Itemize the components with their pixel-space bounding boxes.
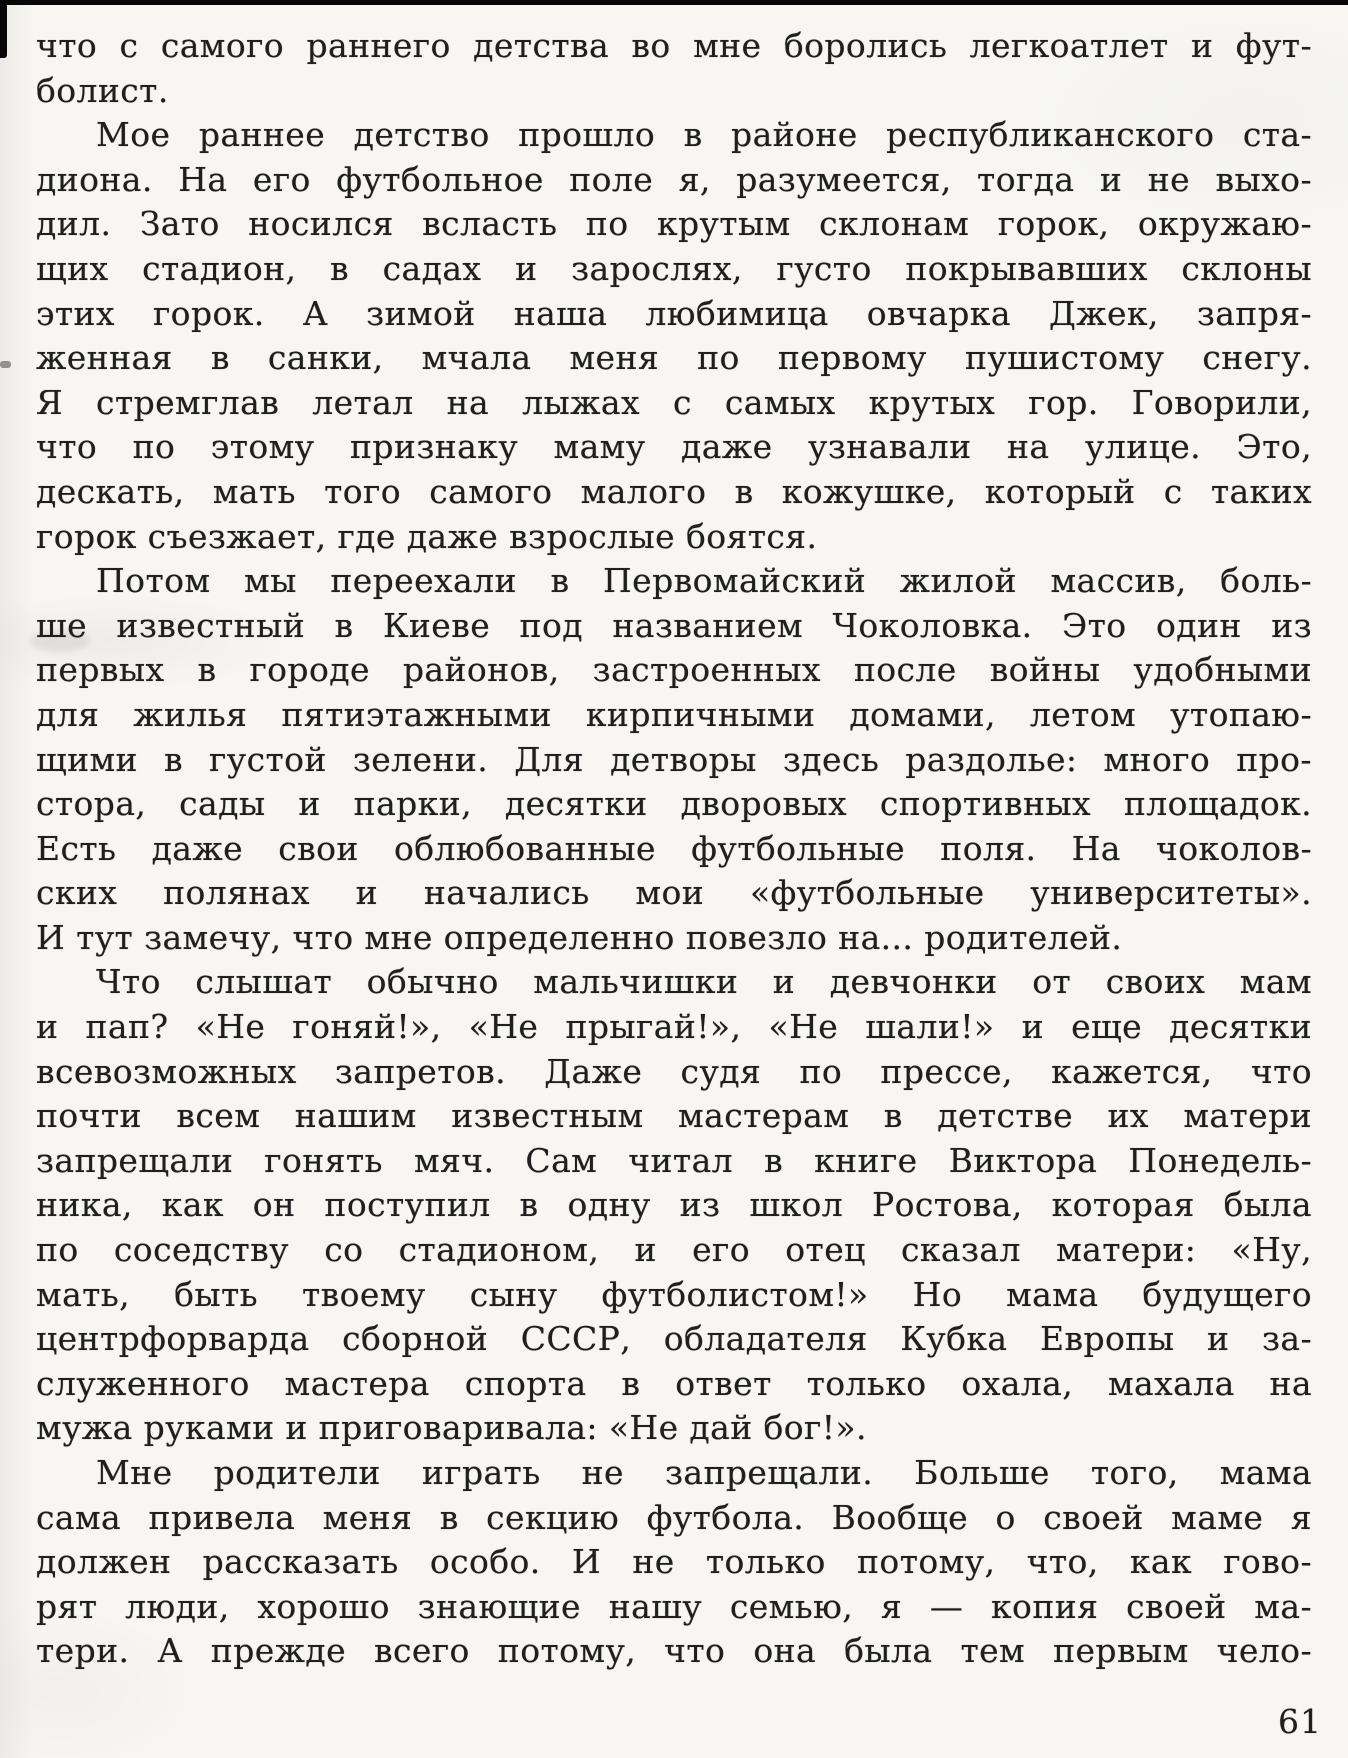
- text-line-28: по соседству со стадионом, и его отец сказал матери: «Ну,: [36, 1230, 1312, 1270]
- text-line-37: тери. А прежде всего потому, что она была тем первым чело-: [36, 1631, 1312, 1671]
- text-line-17: щими в густой зелени. Для детворы здесь раздолье: много про-: [36, 739, 1312, 779]
- text-line-13: Потом мы переехали в Первомайский жилой массив, боль-: [96, 561, 1312, 601]
- text-line-27: ника, как он поступил в одну из школ Ростова, которая была: [36, 1185, 1312, 1225]
- text-line-21: И тут замечу, что мне определенно повезло на... родителей.: [36, 917, 1123, 957]
- text-line-26: запрещали гонять мяч. Сам читал в книге Виктора Понедель-: [36, 1140, 1312, 1180]
- text-line-36: рят люди, хорошо знающие нашу семью, я — копия своей ма-: [36, 1586, 1312, 1626]
- text-line-25: почти всем нашим известным мастерам в детстве их матери: [36, 1096, 1312, 1136]
- text-line-14: ше известный в Киеве под названием Чоколовка. Это один из: [36, 605, 1312, 645]
- text-line-19: Есть даже свои облюбованные футбольные поля. На чоколов-: [36, 828, 1312, 868]
- text-line-2: болист.: [36, 70, 169, 110]
- scan-edge-top: [0, 0, 1348, 5]
- text-line-33: Мне родители играть не запрещали. Больше того, мама: [96, 1453, 1312, 1492]
- text-line-11: дескать, мать того самого малого в кожушке, который с таких: [36, 471, 1312, 511]
- text-line-16: для жилья пятиэтажными кирпичными домами, летом утопаю-: [36, 694, 1312, 734]
- text-line-29: мать, быть твоему сыну футболистом!» Но мама будущего: [36, 1274, 1312, 1314]
- text-line-23: и пап? «Не гоняй!», «Не прыгай!», «Не шали!» и еще десятки: [36, 1007, 1312, 1047]
- text-line-3: Мое раннее детство прошло в районе республиканского ста-: [96, 115, 1312, 155]
- text-line-4: диона. На его футбольное поле я, разумеется, тогда и не выхо-: [36, 159, 1312, 199]
- page-text-block: [36, 24, 1312, 1674]
- text-line-15: первых в городе районов, застроенных после войны удобными: [36, 650, 1312, 690]
- text-line-12: горок съезжает, где даже взрослые боятся.: [36, 516, 818, 556]
- scan-artifact-mark: [0, 361, 11, 368]
- text-line-30: центрфорварда сборной СССР, обладателя Кубка Европы и за-: [36, 1319, 1312, 1359]
- scan-edge-corner: [0, 0, 7, 58]
- text-line-32: мужа руками и приговаривала: «Не дай бог!».: [36, 1408, 867, 1448]
- text-line-8: женная в санки, мчала меня по первому пушистому снегу.: [36, 338, 1312, 378]
- text-line-6: щих стадион, в садах и зарослях, густо покрывавших склоны: [36, 248, 1312, 288]
- text-line-5: дил. Зато носился всласть по крутым склонам горок, окружаю-: [36, 204, 1312, 244]
- text-line-20: ских полянах и начались мои «футбольные университеты».: [36, 873, 1312, 913]
- text-line-35: должен рассказать особо. И не только потому, что, как гово-: [36, 1542, 1312, 1582]
- text-line-10: что по этому признаку маму даже узнавали на улице. Это,: [36, 427, 1312, 467]
- text-line-1: что с самого раннего детства во мне боролись легкоатлет и фут-: [36, 26, 1312, 65]
- text-line-18: стора, сады и парки, десятки дворовых спортивных площадок.: [36, 784, 1312, 824]
- text-line-7: этих горок. А зимой наша любимица овчарка Джек, запря-: [36, 293, 1312, 333]
- text-line-34: сама привела меня в секцию футбола. Вообще о своей маме я: [36, 1497, 1312, 1537]
- text-line-9: Я стремглав летал на лыжах с самых крутых гор. Говорили,: [36, 382, 1312, 422]
- page-number: 61: [1278, 1702, 1322, 1741]
- text-line-24: всевозможных запретов. Даже судя по прессе, кажется, что: [36, 1051, 1312, 1091]
- text-line-31: служенного мастера спорта в ответ только охала, махала на: [36, 1363, 1312, 1403]
- text-line-22: Что слышат обычно мальчишки и девчонки от своих мам: [96, 962, 1312, 1002]
